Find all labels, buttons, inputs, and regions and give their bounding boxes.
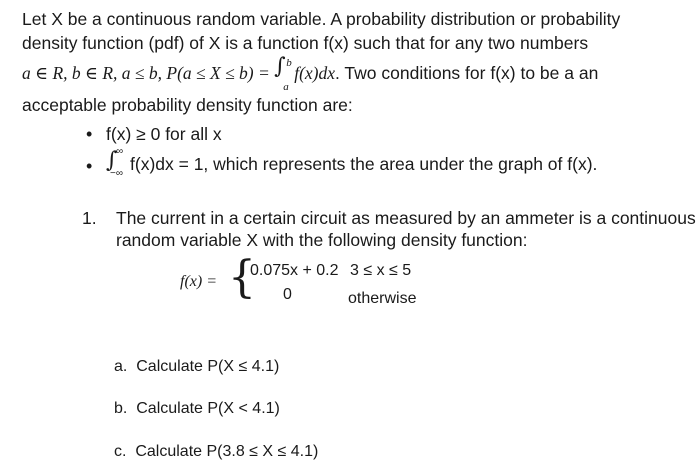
part-c [114, 443, 318, 461]
part-a [114, 358, 279, 376]
part-b-label: b. [114, 400, 128, 417]
piecewise-case-2-expression: 0 [283, 286, 292, 303]
condition-normalization-text: f(x)dx = 1, which represents the area under the graph of f(x). [130, 154, 598, 174]
intro-line-1: Let X be a continuous random variable. A probability distribution or probability [22, 9, 621, 29]
condition-normalization [106, 146, 598, 179]
integral-upper-limit: ∞ [116, 146, 124, 157]
problem-line-1: The current in a certain circuit as measured by an ammeter is a continuous [116, 208, 696, 228]
integral-upper-limit: b [286, 57, 292, 69]
piecewise-case-1-condition: 3 ≤ x ≤ 5 [350, 262, 412, 279]
integrand: f(x)dx [294, 63, 336, 83]
intro-line-2: density function (pdf) of X is a function f(x) such that for any two numbers [22, 33, 589, 53]
intro-line-4: acceptable probability density function are: [22, 95, 353, 115]
problem-line-2: random variable X with the following density function: [116, 230, 528, 250]
integral-lower-limit: −∞ [110, 168, 123, 179]
piecewise-brace: { [228, 252, 256, 303]
integral-symbol: ∫ ∞ −∞ [106, 146, 124, 179]
problem-number: 1. [82, 208, 97, 228]
intro-line-3 [22, 54, 599, 93]
condition-nonnegative: f(x) ≥ 0 for all x [106, 124, 222, 144]
piecewise-case-2-condition: otherwise [348, 290, 417, 307]
integral-lower-limit: a [283, 81, 289, 93]
piecewise-function-label: f(x) = [180, 273, 217, 290]
pdf-definition-prefix: a ∈ R, b ∈ R, a ≤ b, P(a ≤ X ≤ b) = [22, 63, 275, 83]
part-a-text: Calculate P(X ≤ 4.1) [136, 358, 280, 375]
intro-line-3-suffix: . Two conditions for f(x) to be a an [335, 63, 599, 83]
part-c-text: Calculate P(3.8 ≤ X ≤ 4.1) [135, 443, 319, 460]
part-b [114, 400, 280, 418]
part-a-label: a. [114, 358, 128, 375]
part-c-label: c. [114, 443, 127, 460]
integral-symbol: ∫ b a [274, 62, 294, 84]
piecewise-case-1-expression: 0.075x + 0.2 [250, 262, 339, 279]
bullet-marker: • [86, 124, 93, 144]
bullet-marker: • [86, 156, 93, 176]
part-b-text: Calculate P(X < 4.1) [136, 400, 280, 417]
